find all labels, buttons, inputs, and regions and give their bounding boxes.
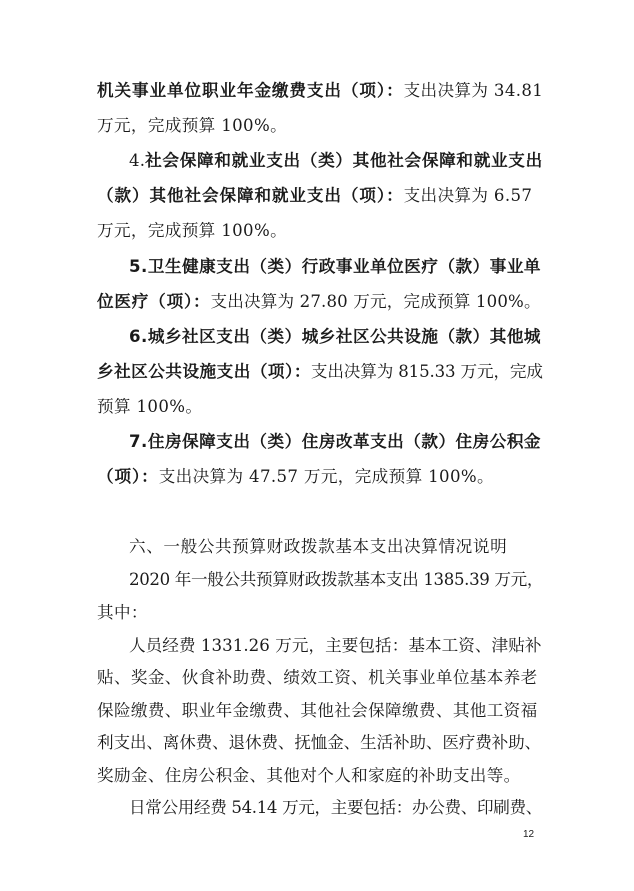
item6-amount-text: 支出决算为 815.33 万元，完成	[310, 362, 543, 381]
item6-bold-text: 乡社区公共设施支出（项）：	[97, 362, 311, 381]
item4-number: 4.	[129, 151, 146, 170]
item4-line1	[129, 150, 543, 172]
item5-bold-text: 位医疗（项）：	[97, 292, 211, 311]
item5-line2	[97, 291, 543, 313]
paragraph2-line3: 保险缴费、职业年金缴费、其他社会保障缴费、其他工资福	[97, 701, 538, 720]
paragraph1-line1: 2020 年一般公共预算财政拨款基本支出 1385.39 万元，	[129, 570, 544, 589]
paragraph2-line1: 人员经费 1331.26 万元，主要包括：基本工资、津贴补	[129, 636, 542, 655]
section-heading: 六、一般公共预算财政拨款基本支出决算情况说明	[129, 537, 508, 556]
item4-bold-text-cont: （款）其他社会保障和就业支出（项）：	[97, 186, 404, 205]
item4-line2	[97, 185, 543, 207]
item5-line1: 5.卫生健康支出（类）行政事业单位医疗（款）事业单	[129, 257, 542, 276]
paragraph3-line1: 日常公用经费 54.14 万元，主要包括：办公费、印刷费、	[129, 798, 542, 817]
item7-line2	[97, 466, 543, 488]
item3-line2: 万元，完成预算 100%。	[97, 116, 288, 135]
item3-amount-text: 支出决算为 34.81	[403, 81, 544, 100]
item7-bold-text: （项）：	[97, 467, 159, 486]
paragraph1-line2: 其中：	[97, 603, 148, 622]
item7-line1: 7.住房保障支出（类）住房改革支出（款）住房公积金	[129, 432, 542, 451]
item3-line1	[97, 80, 543, 102]
item6-line1: 6.城乡社区支出（类）城乡社区公共设施（款）其他城	[129, 327, 542, 346]
item4-line3: 万元，完成预算 100%。	[97, 221, 288, 240]
item3-bold-text: 机关事业单位职业年金缴费支出（项）：	[97, 81, 404, 100]
item4-amount-text: 支出决算为 6.57	[403, 186, 533, 205]
item6-line2	[97, 361, 543, 383]
item6-line3: 预算 100%。	[97, 397, 203, 416]
item4-bold-text: 社会保障和就业支出（类）其他社会保障和就业支出	[145, 151, 543, 170]
page-number: 12	[523, 829, 535, 840]
paragraph2-line4: 利支出、离休费、退休费、抚恤金、生活补助、医疗费补助、	[97, 733, 541, 752]
paragraph2-line5: 奖励金、住房公积金、其他对个人和家庭的补助支出等。	[97, 766, 521, 785]
item7-amount-text: 支出决算为 47.57 万元，完成预算 100%。	[158, 467, 494, 486]
item5-amount-text: 支出决算为 27.80 万元，完成预算 100%。	[210, 292, 541, 311]
paragraph2-line2: 贴、奖金、伙食补助费、绩效工资、机关事业单位基本养老	[97, 668, 538, 687]
